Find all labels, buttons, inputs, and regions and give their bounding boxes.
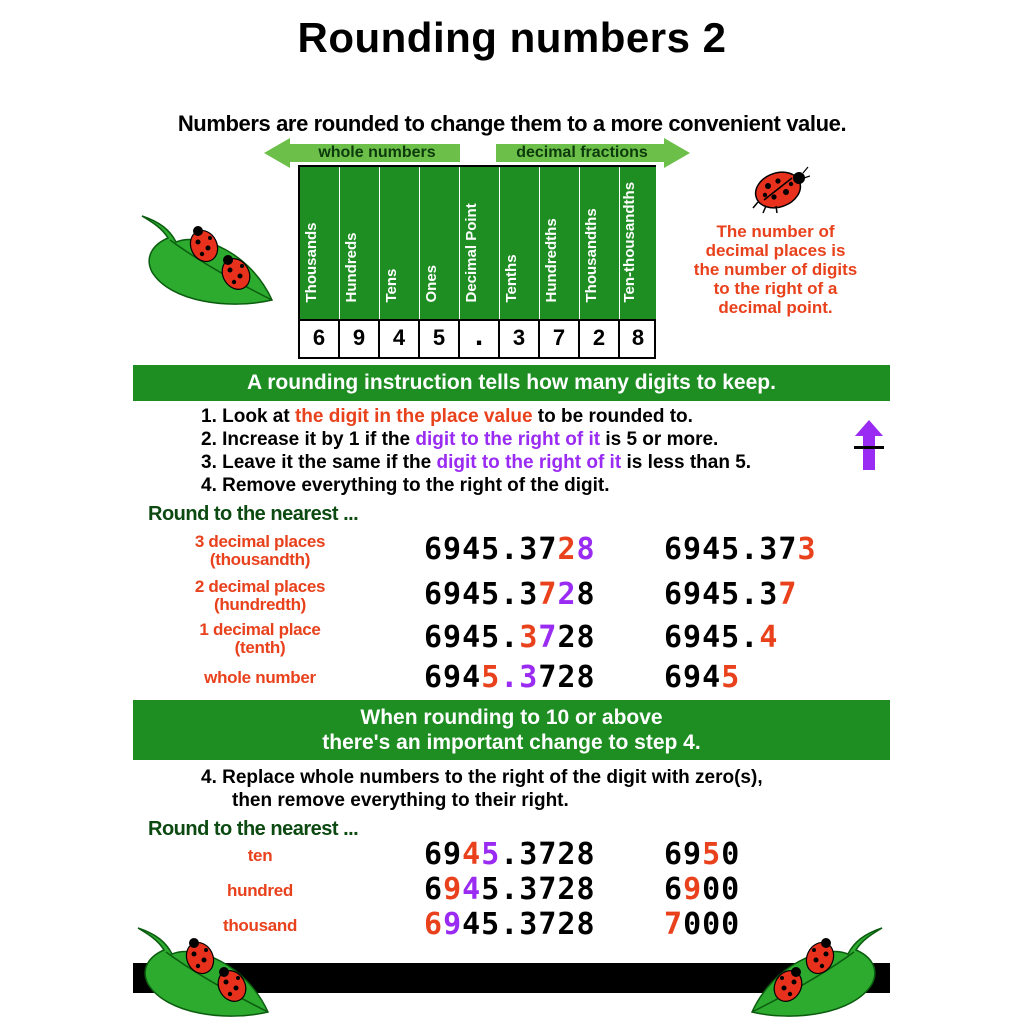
pv-header-ten-thousandths: Ten-thousandths xyxy=(620,167,656,319)
original-number: 6945.3728 xyxy=(424,620,596,655)
pv-header-tenths: Tenths xyxy=(500,167,540,319)
pv-digit: 2 xyxy=(580,319,620,357)
place-value-table xyxy=(298,165,656,359)
decimal-places-info: The number of decimal places is the number of digits to the right of a decimal point. xyxy=(693,222,858,317)
rounding-instruction-banner: A rounding instruction tells how many digits to keep. xyxy=(133,365,890,401)
important-change-banner: When rounding to 10 or above there's an important change to step 4. xyxy=(133,700,890,760)
pv-header-decimal-point: Decimal Point xyxy=(460,167,500,319)
rounded-number: 6945 xyxy=(664,660,741,695)
round-heading-whole: Round to the nearest ... xyxy=(148,818,359,840)
pv-decimal-point: . xyxy=(460,319,500,357)
pv-digit: 8 xyxy=(631,325,645,350)
pv-header-thousands: Thousands xyxy=(300,167,340,319)
pv-header-ones: Ones xyxy=(420,167,460,319)
original-number: 6945.3728 xyxy=(424,577,596,612)
step-2: 2. Increase it by 1 if the digit to the right of it is 5 or more. xyxy=(201,429,719,450)
pv-header-hundredths: Hundredths xyxy=(540,167,580,319)
original-number: 6945.3728 xyxy=(424,660,596,695)
row-label-thousandth: 3 decimal places (thousandth) xyxy=(194,532,326,569)
round-heading-decimals: Round to the nearest ... xyxy=(148,503,359,525)
pv-digit: 6 xyxy=(300,319,340,357)
original-number: 6945.3728 xyxy=(424,872,596,907)
pv-digit: 3 xyxy=(500,319,540,357)
pv-header-tens: Tens xyxy=(380,167,420,319)
pv-digit: 5 xyxy=(420,319,460,357)
leaf-ladybugs-icon xyxy=(140,212,276,306)
rounded-number: 6945.4 xyxy=(664,620,779,655)
original-number: 6945.3728 xyxy=(424,532,596,567)
row-label-ten: ten xyxy=(247,846,273,865)
rounded-number: 6945.373 xyxy=(664,532,817,567)
original-number: 6945.3728 xyxy=(424,837,596,872)
pv-header-hundreds: Hundreds xyxy=(340,167,380,319)
decimal-fractions-label: decimal fractions xyxy=(516,144,648,161)
leaf-ladybugs-icon xyxy=(748,924,884,1018)
step-4: 4. Remove everything to the right of the digit. xyxy=(201,475,610,496)
pv-digit: 7 xyxy=(540,319,580,357)
original-number: 6945.3728 xyxy=(424,907,596,942)
row-label-hundred: hundred xyxy=(227,881,293,900)
leaf-ladybugs-icon xyxy=(136,924,272,1018)
pv-header-thousandths: Thousandths xyxy=(580,167,620,319)
rounded-number: 6945.37 xyxy=(664,577,798,612)
pv-digit: 4 xyxy=(380,319,420,357)
revised-step-4: 4. Replace whole numbers to the right of the digit with zero(s), then remove everything to their right. xyxy=(201,767,763,811)
ladybug-icon xyxy=(746,164,810,216)
row-label-hundredth: 2 decimal places (hundredth) xyxy=(194,577,326,614)
rounding-steps xyxy=(201,405,751,497)
pv-digit: 9 xyxy=(340,319,380,357)
step-3: 3. Leave it the same if the digit to the right of it is less than 5. xyxy=(201,452,752,473)
step-1: 1. Look at the digit in the place value to be rounded to. xyxy=(201,406,693,427)
whole-numbers-label: whole numbers xyxy=(318,144,436,161)
rounded-number: 6950 xyxy=(664,837,741,872)
row-label-thousand: thousand xyxy=(222,916,298,935)
row-label-tenth: 1 decimal place (tenth) xyxy=(199,620,321,657)
subtitle: Numbers are rounded to change them to a more convenient value. xyxy=(177,111,847,136)
rounded-number: 6900 xyxy=(664,872,741,907)
row-label-whole-number: whole number xyxy=(204,668,316,687)
page-title: Rounding numbers 2 xyxy=(297,14,727,61)
increase-arrow-icon xyxy=(852,420,886,472)
rounded-number: 7000 xyxy=(664,907,741,942)
